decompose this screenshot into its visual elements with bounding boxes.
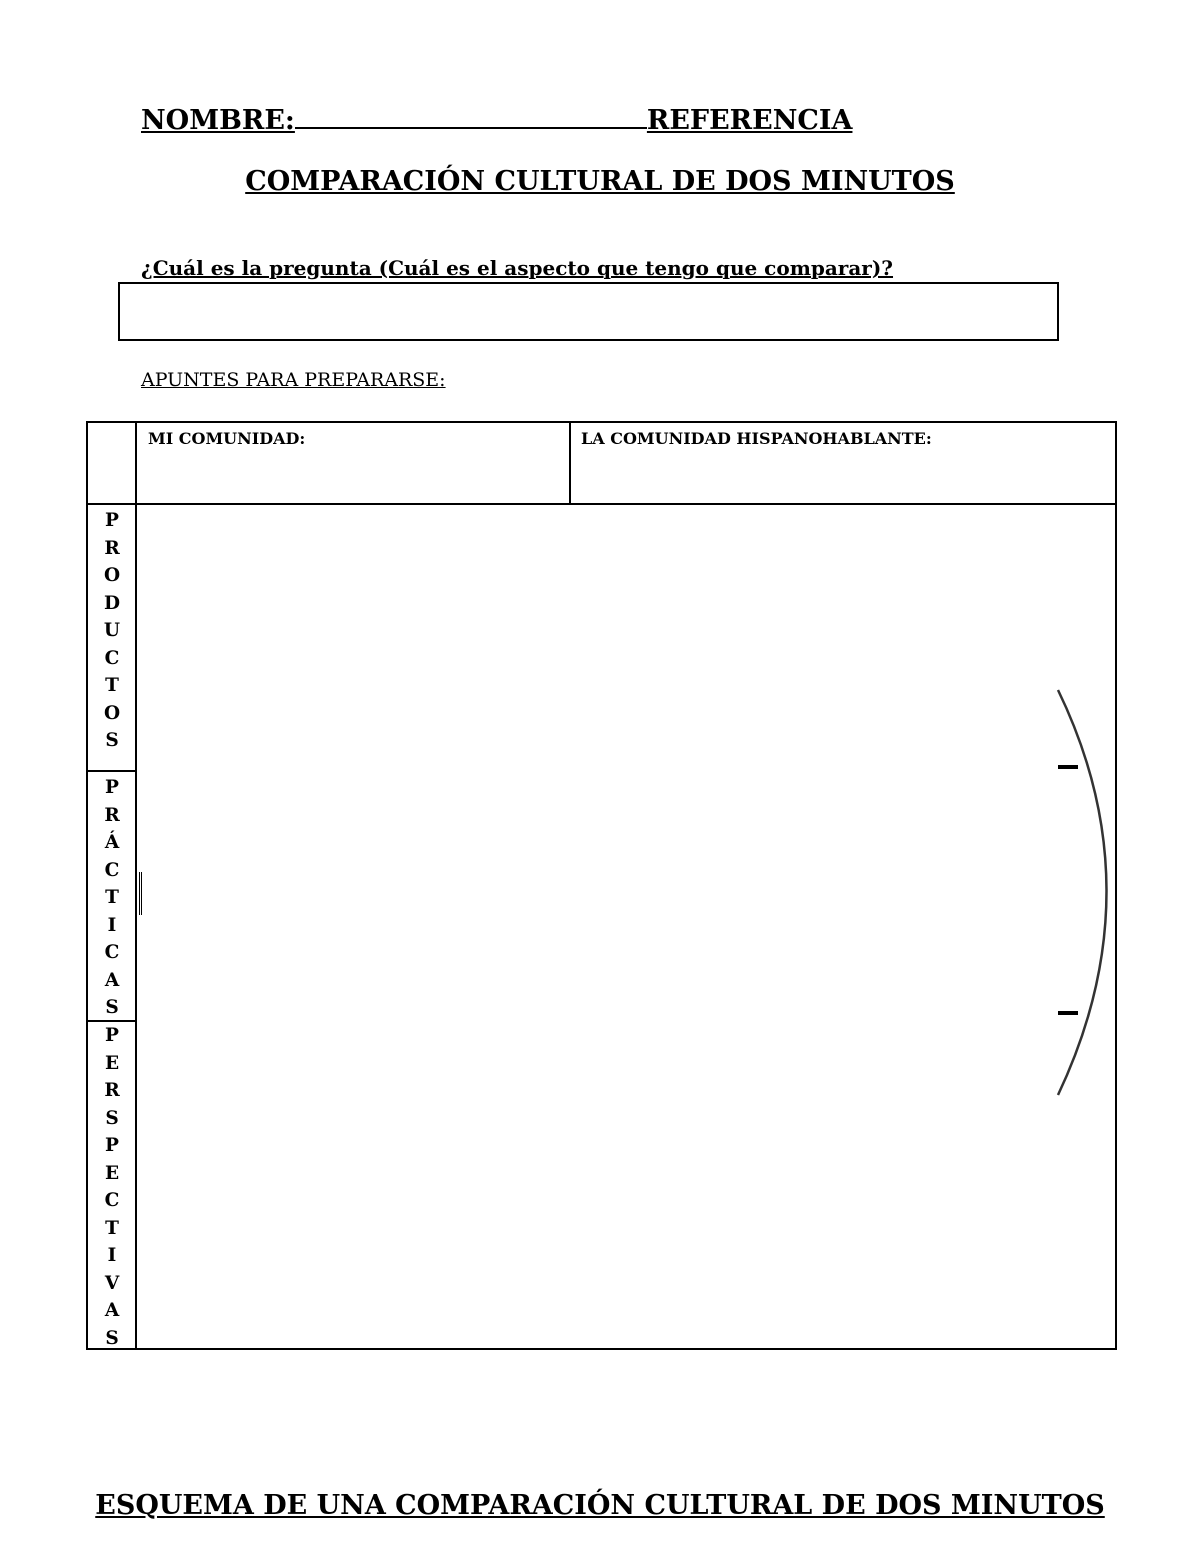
- vertical-letter: T: [105, 1217, 119, 1239]
- vertical-letter: S: [105, 1327, 119, 1349]
- mi-comunidad-header: MI COMUNIDAD:: [148, 429, 306, 448]
- vertical-letter: S: [105, 730, 119, 751]
- productos-label: [88, 507, 136, 755]
- practicas-label: [88, 774, 136, 1022]
- vertical-letter: C: [104, 942, 120, 963]
- vertical-letter: P: [105, 1135, 119, 1156]
- vertical-letter: P: [105, 777, 119, 798]
- curved-bracket-graphic: [1050, 685, 1120, 1100]
- vertical-letter: C: [104, 859, 120, 881]
- vertical-letter: O: [103, 702, 121, 724]
- question-answer-box[interactable]: [118, 282, 1059, 341]
- vertical-letter: S: [105, 1107, 119, 1129]
- nombre-referencia-line: [141, 101, 852, 136]
- vertical-letter: T: [105, 675, 119, 696]
- vertical-letter: T: [105, 887, 119, 908]
- notes-table: [86, 421, 1117, 1350]
- vertical-letter: C: [104, 1190, 120, 1211]
- vertical-letter: A: [104, 1300, 120, 1321]
- notes-label: APUNTES PARA PREPARARSE:: [141, 369, 446, 391]
- bottom-section-title: ESQUEMA DE UNA COMPARACIÓN CULTURAL DE DOS MINUTOS: [95, 1490, 1105, 1521]
- vertical-letter: R: [104, 537, 120, 559]
- perspectivas-label: [88, 1022, 136, 1352]
- vertical-letter: R: [104, 1080, 120, 1101]
- vertical-letter: E: [104, 1162, 120, 1184]
- vertical-letter: Á: [104, 832, 120, 853]
- referencia-label: REFERENCIA: [646, 105, 853, 136]
- vertical-letter: A: [104, 969, 120, 991]
- vertical-letter: I: [107, 914, 117, 936]
- notes-area-mi-comunidad[interactable]: [137, 505, 569, 1348]
- nombre-label: NOMBRE:: [141, 105, 295, 136]
- productos-practicas-divider: [88, 770, 136, 772]
- vertical-letter: I: [107, 1245, 117, 1266]
- vertical-letter: D: [103, 592, 121, 614]
- question-label: ¿Cuál es la pregunta (Cuál es el aspecto que tengo que comparar)?: [141, 256, 894, 280]
- vertical-letter: P: [105, 1025, 119, 1046]
- page-title: COMPARACIÓN CULTURAL DE DOS MINUTOS: [245, 166, 955, 197]
- vertical-letter: R: [104, 804, 120, 826]
- text-cursor-mark: [139, 872, 142, 915]
- vertical-letter: U: [103, 620, 121, 641]
- header-column-divider: [569, 423, 571, 505]
- comunidad-hispanohablante-header: LA COMUNIDAD HISPANOHABLANTE:: [581, 429, 932, 448]
- nombre-field[interactable]: [295, 101, 647, 129]
- notes-area-hispanohablante[interactable]: [571, 505, 1115, 1348]
- vertical-letter: C: [104, 647, 120, 669]
- vertical-letter: V: [104, 1272, 120, 1294]
- vertical-letter: S: [105, 997, 119, 1018]
- vertical-letter: O: [103, 565, 121, 586]
- vertical-letter: P: [105, 510, 119, 531]
- vertical-letter: E: [104, 1052, 120, 1074]
